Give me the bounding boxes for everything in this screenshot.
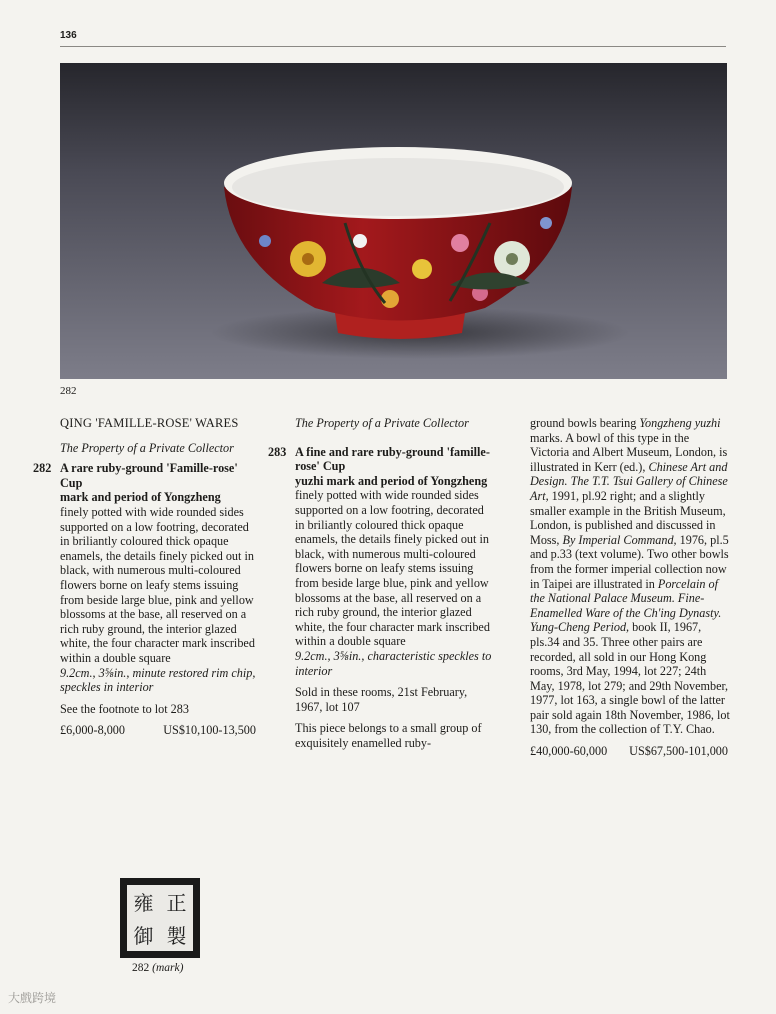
mark-character: 御 <box>133 924 154 948</box>
footnote-run: ground bowls bearing <box>530 416 640 430</box>
photo-caption: 282 <box>60 385 77 397</box>
lot-description: finely potted with wide rounded sides supported on a low footring, decorated in briliantly coloured thick opaque enamels, the details finely picked out in black, with numerous multi-coloured flowers borne on leafy stems issuing from beside large blue, pink and yellow blossoms at the base, all reserved on a rich ruby ground, the interior glazed white, the four character mark inscribed within a double square <box>295 488 490 649</box>
lot-mark-period: yuzhi mark and period of Yongzheng <box>295 473 488 488</box>
property-line: The Property of a Private Collector <box>295 416 469 430</box>
footnote-text <box>530 416 730 737</box>
lot-number: 282 <box>33 461 52 476</box>
section-heading: QING 'FAMILLE-ROSE' WARES <box>60 416 239 430</box>
header-rule <box>60 46 726 47</box>
lot-dimensions: 9.2cm., 3⅝in., characteristic speckles to interior <box>295 648 492 678</box>
mark-character: 雍 <box>133 891 154 915</box>
lot-mark-period: mark and period of Yongzheng <box>60 490 221 505</box>
bowl-photograph <box>60 63 727 379</box>
page-number: 136 <box>60 30 77 41</box>
column-lot-282 <box>33 416 260 738</box>
footnote-run: 1976, pl.5 and p.33 (text volume). Two other bowls from the former imperial collection now in Taipei are illustrated in <box>530 532 729 591</box>
mark-caption <box>132 962 183 974</box>
estimate-gbp: £6,000-8,000 <box>60 723 125 738</box>
reign-mark-seal <box>127 885 193 951</box>
lot-dimensions: 9.2cm., 3⅝in., minute restored rim chip, speckles in interior <box>60 665 256 695</box>
lot-footnote: See the footnote to lot 283 <box>60 701 189 716</box>
estimate-usd: US$67,500-101,000 <box>629 744 728 759</box>
lot-note: This piece belongs to a small group of exquisitely enamelled ruby- <box>295 721 482 750</box>
lot-number: 283 <box>268 444 287 459</box>
reign-mark-image <box>120 878 200 958</box>
mark-character: 製 <box>166 924 187 948</box>
footnote-run-italic: By Imperial Command, <box>562 532 677 547</box>
lot-entry <box>33 461 260 738</box>
footnote-run: book II, 1967, pls.34 and 35. Three other pairs are recorded, all sold in our Hong Kong rooms, 3rd May, 1994, lot 227; 24th May, 1978, lot 279; and 29th November, 1977, lot 163, a single bowl of the latter pair sold again 18th November, 1986, lot 130, from the collection of T.Y. Chao. <box>530 620 730 737</box>
footnote-run: marks. A bowl of this type in the Victoria and Albert Museum, London, is illustrated in Kerr (ed.), <box>530 430 728 474</box>
column-lot-283 <box>268 416 495 750</box>
lot-entry <box>268 444 495 751</box>
property-line: The Property of a Private Collector <box>60 440 234 455</box>
column-footnote <box>530 416 730 759</box>
lot-estimate <box>60 723 256 738</box>
footnote-run-italic: Porcelain of the National Palace Museum. Fine-Enamelled Ware of the Ch'ing Dynasty. Yung-Cheng Period, <box>530 576 722 635</box>
lot-title: A fine and rare ruby-ground 'famille-rose' Cup <box>295 444 490 474</box>
lot-title: A rare ruby-ground 'Famille-rose' Cup <box>60 461 238 490</box>
footnote-run: 1991, pl.92 right; and a slightly smaller example in the British Museum, London, is published and discussed in Moss, <box>530 488 726 547</box>
lot-description: finely potted with wide rounded sides supported on a low footring, decorated in briliantly coloured thick opaque enamels, the details finely picked out in black, with numerous multi-coloured flowers borne on leafy stems issuing from beside large blue, pink and yellow blossoms at the base, all reserved on a rich ruby ground, the interior glazed white, the four character mark inscribed within a double square <box>60 504 255 665</box>
footnote-run-italic: Yongzheng yuzhi <box>639 416 721 430</box>
watermark: 大戲跨境 <box>8 991 57 1005</box>
estimate-usd: US$10,100-13,500 <box>163 723 256 738</box>
mark-caption-label: (mark) <box>152 962 184 974</box>
lot-estimate <box>530 744 728 759</box>
lot-provenance: Sold in these rooms, 21st February, 1967, lot 107 <box>295 685 468 714</box>
mark-character: 正 <box>166 891 187 915</box>
mark-caption-number: 282 <box>132 962 150 974</box>
footnote-run-italic: Chinese Art and Design. The T.T. Tsui Gallery of Chinese Art, <box>530 459 728 503</box>
estimate-gbp: £40,000-60,000 <box>530 744 608 759</box>
